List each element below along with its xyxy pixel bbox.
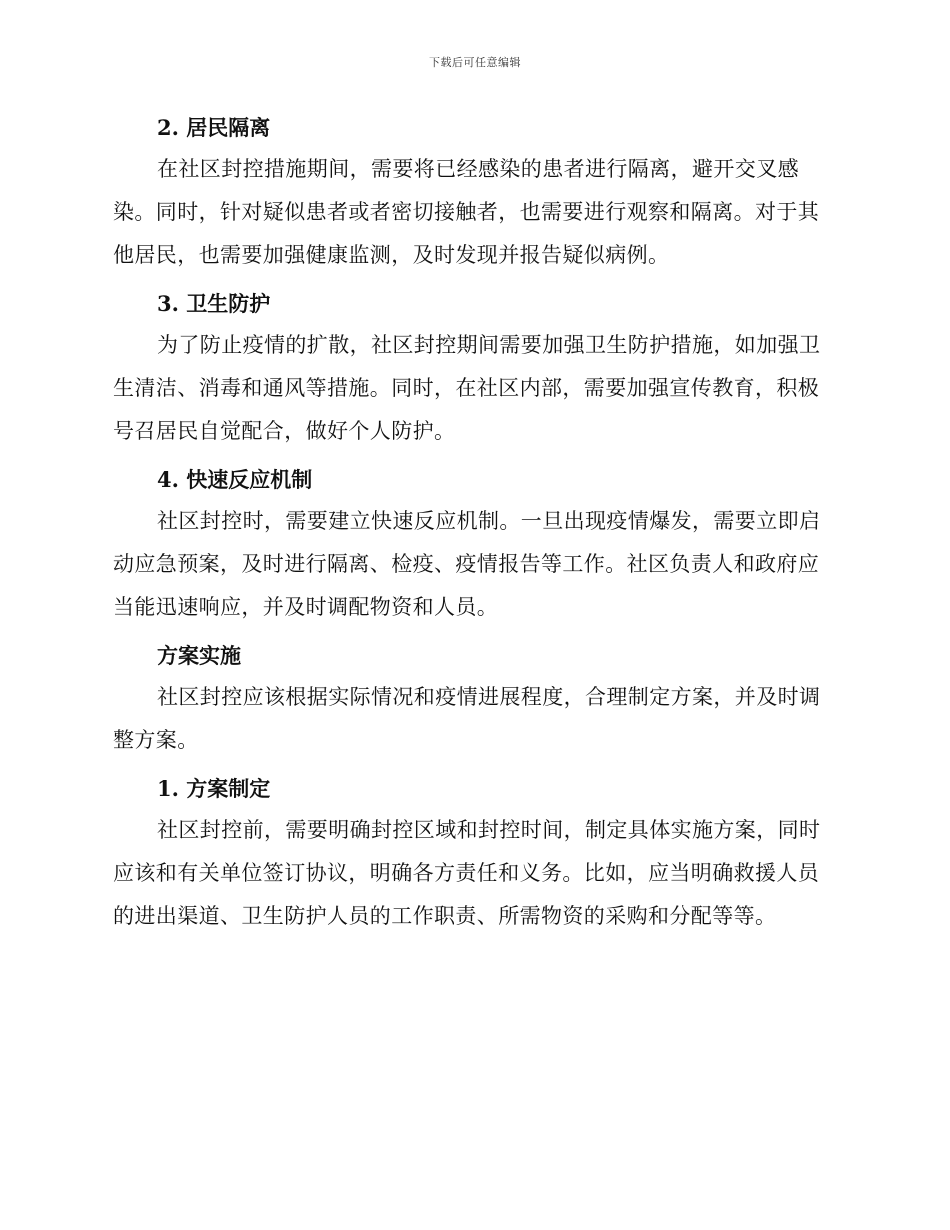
page-header: 下载后可任意编辑 <box>429 56 521 69</box>
section-plan-implementation <box>113 636 833 762</box>
document-body <box>113 108 833 945</box>
section-hygiene-protection <box>113 284 833 453</box>
section-heading: 3. 卫生防护 <box>157 291 271 316</box>
section-rapid-response <box>113 460 833 629</box>
section-heading: 4. 快速反应机制 <box>157 467 313 492</box>
section-heading: 1. 方案制定 <box>157 776 271 801</box>
section-paragraph: 社区封控时，需要建立快速反应机制。一旦出现疫情爆发，需要立即启动应急预案，及时进行隔离、检疫、疫情报告等工作。社区负责人和政府应当能迅速响应，并及时调配物资和人员。 <box>113 509 821 619</box>
section-heading: 方案实施 <box>157 643 241 668</box>
section-paragraph: 在社区封控措施期间，需要将已经感染的患者进行隔离，避开交叉感染。同时，针对疑似患者或者密切接触者，也需要进行观察和隔离。对于其他居民，也需要加强健康监测，及时发现并报告疑似病例。 <box>113 157 820 267</box>
section-paragraph: 社区封控前，需要明确封控区域和封控时间，制定具体实施方案，同时应该和有关单位签订协议，明确各方责任和义务。比如，应当明确救援人员的进出渠道、卫生防护人员的工作职责、所需物资的采购和分配等等。 <box>113 818 821 928</box>
section-residents-isolation <box>113 108 833 277</box>
section-heading: 2. 居民隔离 <box>157 115 271 140</box>
section-paragraph: 社区封控应该根据实际情况和疫情进展程度，合理制定方案，并及时调整方案。 <box>113 685 821 752</box>
section-plan-formulation <box>113 769 833 938</box>
section-paragraph: 为了防止疫情的扩散，社区封控期间需要加强卫生防护措施，如加强卫生清洁、消毒和通风等措施。同时，在社区内部，需要加强宣传教育，积极号召居民自觉配合，做好个人防护。 <box>113 333 821 443</box>
